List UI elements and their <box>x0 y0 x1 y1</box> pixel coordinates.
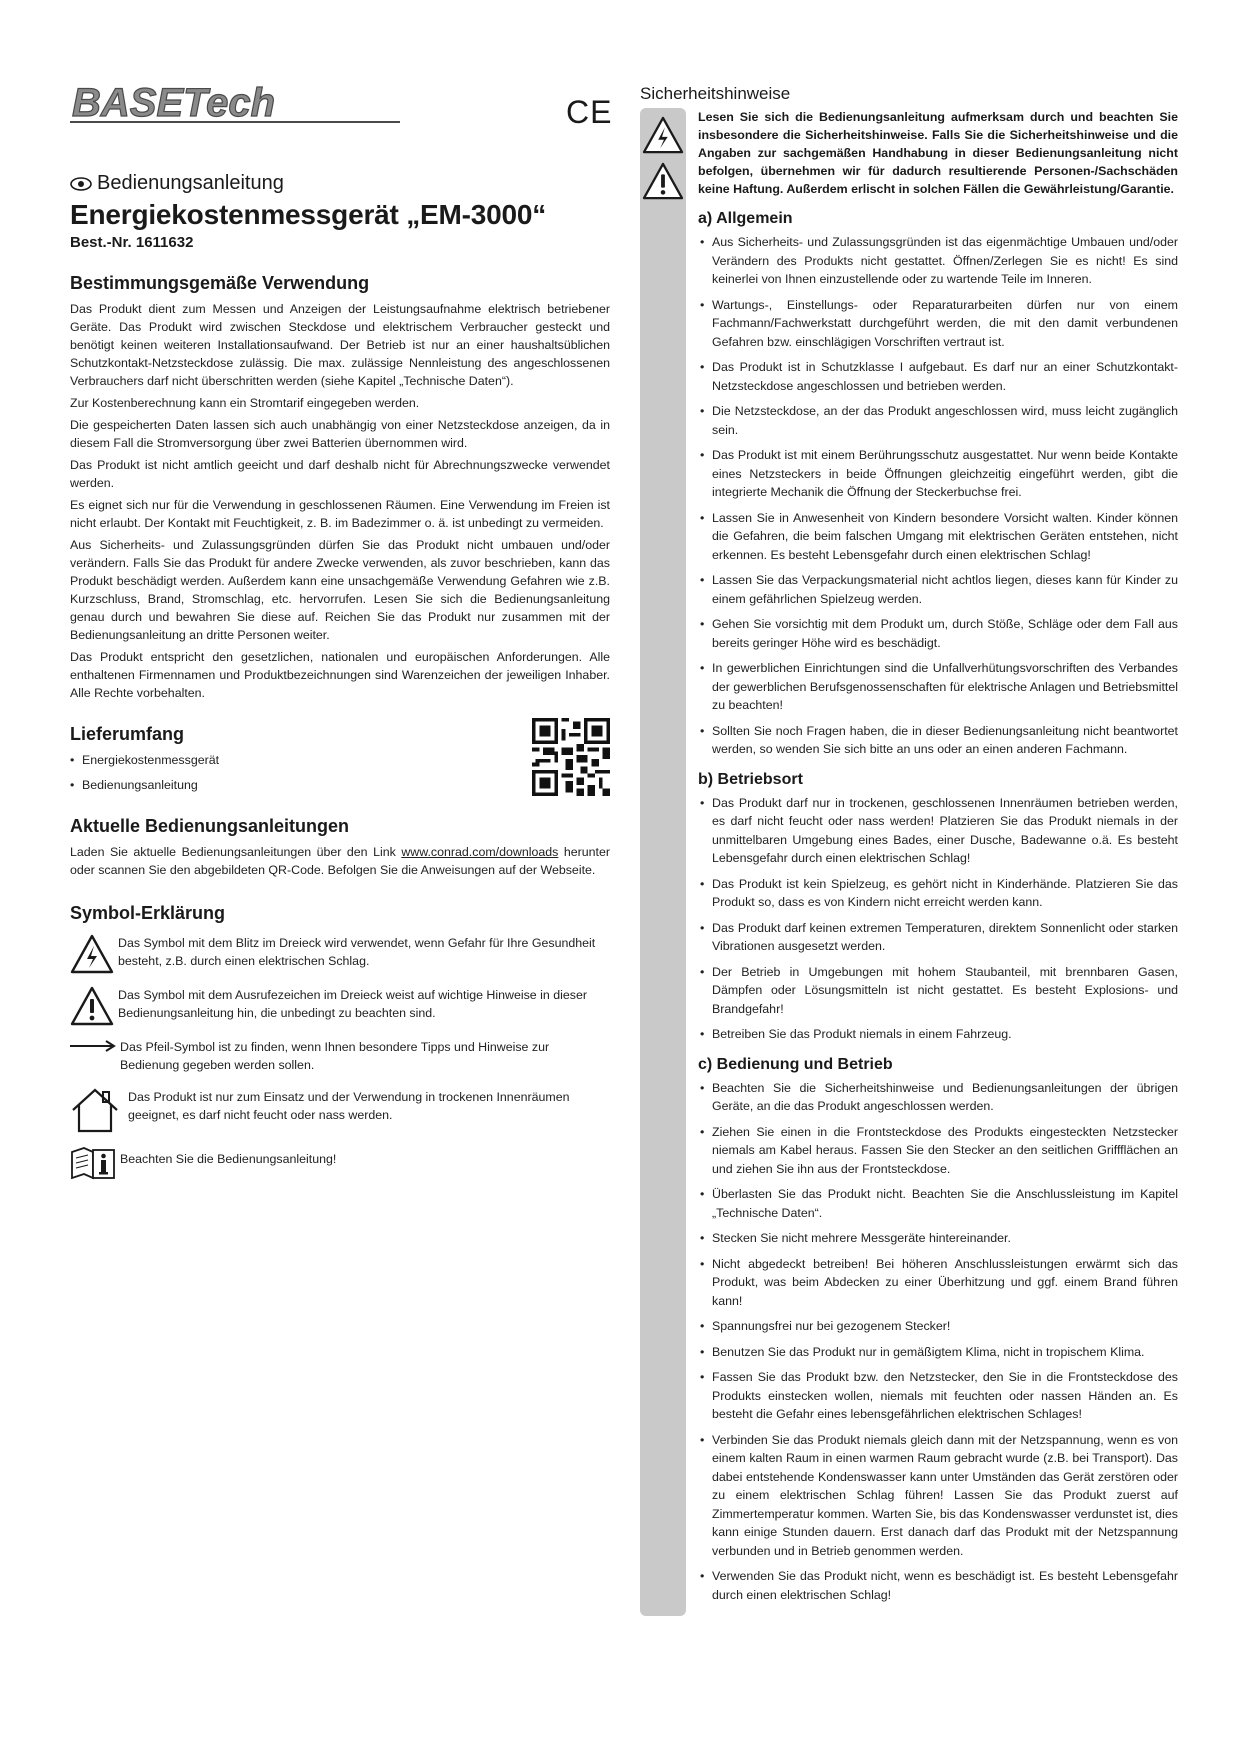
list-item: • Lassen Sie das Verpackungsmaterial nicht achtlos liegen, dieses kann für Kinder zu einem gefährlichen Spielzeug werden. <box>698 571 1178 608</box>
downloads-link[interactable]: www.conrad.com/downloads <box>401 845 559 859</box>
list-item: • Aus Sicherheits- und Zulassungsgründen ist das eigenmächtige Umbauen und/oder Verändern des Produkts nicht gestattet. Öffnen/Zerlegen Sie es nicht! Es sind keinerlei von Ihnen einzustellende oder zu wartende Teile im Inneren. <box>698 233 1178 289</box>
list-item: • Lassen Sie in Anwesenheit von Kindern besondere Vorsicht walten. Kinder können die Gefahren, die beim falschen Umgang mit elektrischen Geräten entstehen, nicht erkennen. Es besteht Lebensgefahr durch einen elektrischen Schlag! <box>698 509 1178 565</box>
list-item: • Das Produkt darf nur in trockenen, geschlossenen Innenräumen betrieben werden, es darf nicht feucht oder nass werden! Platzieren Sie das Produkt niemals in der unmittelbaren Umgebung eines Bades, einer Dusche, Badewanne o.ä. Es besteht Lebensgefahr durch einen elektrischen Schlag! <box>698 794 1178 868</box>
intended-use-heading: Bestimmungsgemäße Verwendung <box>70 273 370 293</box>
location-list <box>698 794 1178 1044</box>
symbol-text: Das Symbol mit dem Ausrufezeichen im Dreieck weist auf wichtige Hinweise in dieser Bedienungsanleitung hin, die unbedingt zu beachten sind. <box>118 988 587 1020</box>
scope-heading: Lieferumfang <box>70 724 185 744</box>
intended-use-paragraph: Das Produkt dient zum Messen und Anzeigen der Leistungsaufnahme elektrisch betriebener Geräte. Das Produkt wird zwischen Steckdose und elektrischem Verbraucher gesteckt und benötigt keinen weiteren Installationsaufwand. Der Betrieb ist nur an einer haushaltsüblichen Schutzkontakt-Netzsteckdose zulässig. Die max. zulässige Nennleistung des angeschlossenen Verbrauchers darf nicht überschritten werden (siehe Kapitel „Technische Daten“). <box>70 302 610 388</box>
eye-icon <box>70 177 92 191</box>
symbol-text: Beachten Sie die Bedienungsanleitung! <box>120 1152 337 1166</box>
intended-use-paragraph: Das Produkt entspricht den gesetzlichen, nationalen und europäischen Anforderungen. Alle enthaltenen Firmennamen und Produktbezeichnungen sind Warenzeichen der jeweiligen Inhaber. Alle Rechte vorbehalten. <box>70 650 610 700</box>
list-item: • Der Betrieb in Umgebungen mit hohem Staubanteil, mit brennbaren Gasen, Dämpfen oder Lösungsmitteln ist nicht gestattet. Es besteht Explosions- und Brandgefahr! <box>698 963 1178 1019</box>
intended-use-paragraph: Zur Kostenberechnung kann ein Stromtarif eingegeben werden. <box>70 396 420 410</box>
symbol-row <box>70 1086 610 1134</box>
list-item: • Wartungs-, Einstellungs- oder Reparaturarbeiten dürfen nur von einem Fachmann/Fachwerkstatt durchgeführt werden, die mit den damit verbundenen Gefahren bzw. einschlägigen Vorschriften vertraut ist. <box>698 296 1178 352</box>
list-item: • Benutzen Sie das Produkt nur in gemäßigtem Klima, nicht in tropischem Klima. <box>698 1343 1178 1362</box>
ce-mark: CE <box>566 94 613 130</box>
intended-use-paragraph: Aus Sicherheits- und Zulassungsgründen dürfen Sie das Produkt nicht umbauen und/oder verändern. Falls Sie das Produkt für andere Zwecke verwenden, als zuvor beschrieben, kann das Produkt beschädigt werden. Außerdem kann eine unsachgemäße Verwendung Gefahren wie z.B. Kurzschluss, Brand, Stromschlag, etc. hervorrufen. Lesen Sie sich die Bedienungsanleitung genau durch und bewahren Sie diese auf. Reichen Sie das Produkt nur zusammen mit der Bedienungsanleitung an dritte Personen weiter. <box>70 538 610 642</box>
scope-section <box>70 724 610 794</box>
arrow-right-icon <box>70 1038 116 1054</box>
list-item: • Das Produkt ist mit einem Berührungsschutz ausgestattet. Nur wenn beide Kontakte eines Netzsteckers in beide Öffnungen gleichzeitig eingeführt werden, gibt die integrierte Mechanik die Öffnung der Steckerbuchse frei. <box>698 446 1178 502</box>
symbol-row <box>70 1146 610 1180</box>
list-item: • Bedienungsanleitung <box>70 776 610 794</box>
general-list <box>698 233 1178 759</box>
intended-use-paragraph: Es eignet sich nur für die Verwendung in geschlossenen Räumen. Eine Verwendung im Freien ist nicht erlaubt. Der Kontakt mit Feuchtigkeit, z. B. im Badezimmer o. ä. ist unbedingt zu vermeiden. <box>70 498 610 530</box>
manuals-paragraph <box>70 843 610 879</box>
list-item: • Das Produkt darf keinen extremen Temperaturen, direktem Sonnenlicht oder starken Vibrationen ausgesetzt werden. <box>698 919 1178 956</box>
list-item: • Verwenden Sie das Produkt nicht, wenn es beschädigt ist. Es besteht Lebensgefahr durch einen elektrischen Schlag! <box>698 1567 1178 1604</box>
manuals-text: Laden Sie aktuelle Bedienungsanleitungen über den Link <box>70 845 402 859</box>
list-item: • Gehen Sie vorsichtig mit dem Produkt um, durch Stöße, Schläge oder dem Fall aus bereits geringer Höhe wird es beschädigt. <box>698 615 1178 652</box>
product-title: Energiekostenmessgerät „EM-3000“ <box>70 199 547 230</box>
language-line <box>70 172 610 195</box>
house-indoor-icon <box>70 1086 120 1134</box>
manuals-heading: Aktuelle Bedienungsanleitungen <box>70 816 350 836</box>
list-item: • Nicht abgedeckt betreiben! Bei höheren Anschlussleistungen erwärmt sich das Produkt, was beim Abdecken zu einer Überhitzung und ggf. einem Brand führen kann! <box>698 1255 1178 1311</box>
operation-heading: c) Bedienung und Betrieb <box>698 1055 893 1073</box>
manuals-text: herunter oder scannen Sie den abgebildeten QR-Code. Befolgen Sie die Anweisungen auf der Webseite. <box>70 845 610 877</box>
list-item: • Energiekostenmessgerät <box>70 751 610 769</box>
manual-info-icon <box>70 1146 116 1180</box>
operation-list <box>698 1079 1178 1605</box>
list-item: • Ziehen Sie einen in die Frontsteckdose des Produkts eingesteckten Netzstecker niemals am Kabel heraus. Fassen Sie den Stecker an den seitlichen Griffflächen an und ziehen Sie ihn aus der Frontsteckdose. <box>698 1123 1178 1179</box>
list-item: • Stecken Sie nicht mehrere Messgeräte hintereinander. <box>698 1229 1178 1248</box>
list-item: • In gewerblichen Einrichtungen sind die Unfallverhütungsvorschriften des Verbandes der gewerblichen Berufsgenossenschaften für elektrische Anlagen und Betriebsmittel zu beachten! <box>698 659 1178 715</box>
left-column <box>70 172 610 1192</box>
location-heading: b) Betriebsort <box>698 770 803 788</box>
safety-intro: Lesen Sie sich die Bedienungsanleitung aufmerksam durch und beachten Sie insbesondere die Sicherheitshinweise. Falls Sie die Sicherheitshinweise und die Angaben zur sachgemäßen Handhabung in dieser Bedienungsanleitung nicht befolgen, übernehmen wir für dadurch resultierende Personen-/Sachschäden keine Haftung. Außerdem erlischt in solchen Fällen die Gewährleistung/Garantie. <box>698 110 1178 196</box>
symbol-text: Das Symbol mit dem Blitz im Dreieck wird verwendet, wenn Gefahr für Ihre Gesundheit besteht, z.B. durch einen elektrischen Schlag. <box>118 936 596 968</box>
list-item: • Das Produkt ist kein Spielzeug, es gehört nicht in Kinderhände. Platzieren Sie das Produkt so, dass es von Kindern nicht erreicht werden kann. <box>698 875 1178 912</box>
list-item: • Verbinden Sie das Produkt niemals gleich dann mit der Netzspannung, wenn es von einem kalten Raum in einen warmen Raum gebracht wurde (z.B. bei Transport). Das dabei entstehende Kondenswasser kann unter Umständen das Gerät zerstören oder zu einem elektrischen Schlag führen! Lassen Sie das Produkt zuerst auf Zimmertemperatur kommen. Warten Sie, bis das Kondenswasser verdunstet ist, dies kann einige Stunden dauern. Erst danach darf das Produkt mit der Netzspannung verbunden und in Betrieb genommen werden. <box>698 1431 1178 1561</box>
list-item: • Betreiben Sie das Produkt niemals in einem Fahrzeug. <box>698 1025 1178 1044</box>
scope-list <box>70 751 610 794</box>
logo-text: BASETech <box>72 81 276 125</box>
symbols-heading: Symbol-Erklärung <box>70 903 226 923</box>
article-number: Best.-Nr. 1611632 <box>70 234 194 251</box>
list-item: • Beachten Sie die Sicherheitshinweise und Bedienungsanleitungen der übrigen Geräte, an die das Produkt angeschlossen werden. <box>698 1079 1178 1116</box>
list-item: • Sollten Sie noch Fragen haben, die in dieser Bedienungsanleitung nicht beantwortet werden, so wenden Sie sich bitte an uns oder an einen anderen Fachmann. <box>698 722 1178 759</box>
list-item: • Das Produkt ist in Schutzklasse I aufgebaut. Es darf nur an einer Schutzkontakt-Netzsteckdose angeschlossen und betrieben werden. <box>698 358 1178 395</box>
list-item: • Die Netzsteckdose, an der das Produkt angeschlossen wird, muss leicht zugänglich sein. <box>698 402 1178 439</box>
safety-heading: Sicherheitshinweise <box>640 84 791 103</box>
language-label: Bedienungsanleitung <box>97 172 284 194</box>
basetech-logo <box>70 80 400 126</box>
lightning-warning-icon <box>70 934 114 974</box>
symbol-text: Das Pfeil-Symbol ist zu finden, wenn Ihnen besondere Tipps und Hinweise zur Bedienung gegeben werden sollen. <box>120 1040 550 1072</box>
intended-use-paragraph: Das Produkt ist nicht amtlich geeicht und darf deshalb nicht für Abrechnungszwecke verwendet werden. <box>70 458 610 490</box>
right-column <box>640 84 1178 1611</box>
general-heading: a) Allgemein <box>698 210 793 227</box>
list-item: • Fassen Sie das Produkt bzw. den Netzstecker, den Sie in die Frontsteckdose des Produkts einstecken wollen, niemals mit feuchten oder nassen Händen an. Es besteht die Gefahr eines lebensgefährlichen elektrischen Schlages! <box>698 1368 1178 1424</box>
symbol-text: Das Produkt ist nur zum Einsatz und der Verwendung in trockenen Innenräumen geeignet, es darf nicht feucht oder nass werden. <box>128 1090 570 1122</box>
symbol-row <box>70 1038 610 1074</box>
qr-code-icon[interactable] <box>532 718 610 796</box>
list-item: • Spannungsfrei nur bei gezogenem Stecker! <box>698 1317 1178 1336</box>
intended-use-paragraph: Die gespeicherten Daten lassen sich auch unabhängig von einer Netzsteckdose anzeigen, da in diesem Fall die Stromversorgung über zwei Batterien übernommen wird. <box>70 418 610 450</box>
exclamation-warning-icon <box>70 986 114 1026</box>
symbol-row <box>70 986 610 1026</box>
list-item: • Überlasten Sie das Produkt nicht. Beachten Sie die Anschlussleistung im Kapitel „Technische Daten“. <box>698 1185 1178 1222</box>
symbol-row <box>70 934 610 974</box>
